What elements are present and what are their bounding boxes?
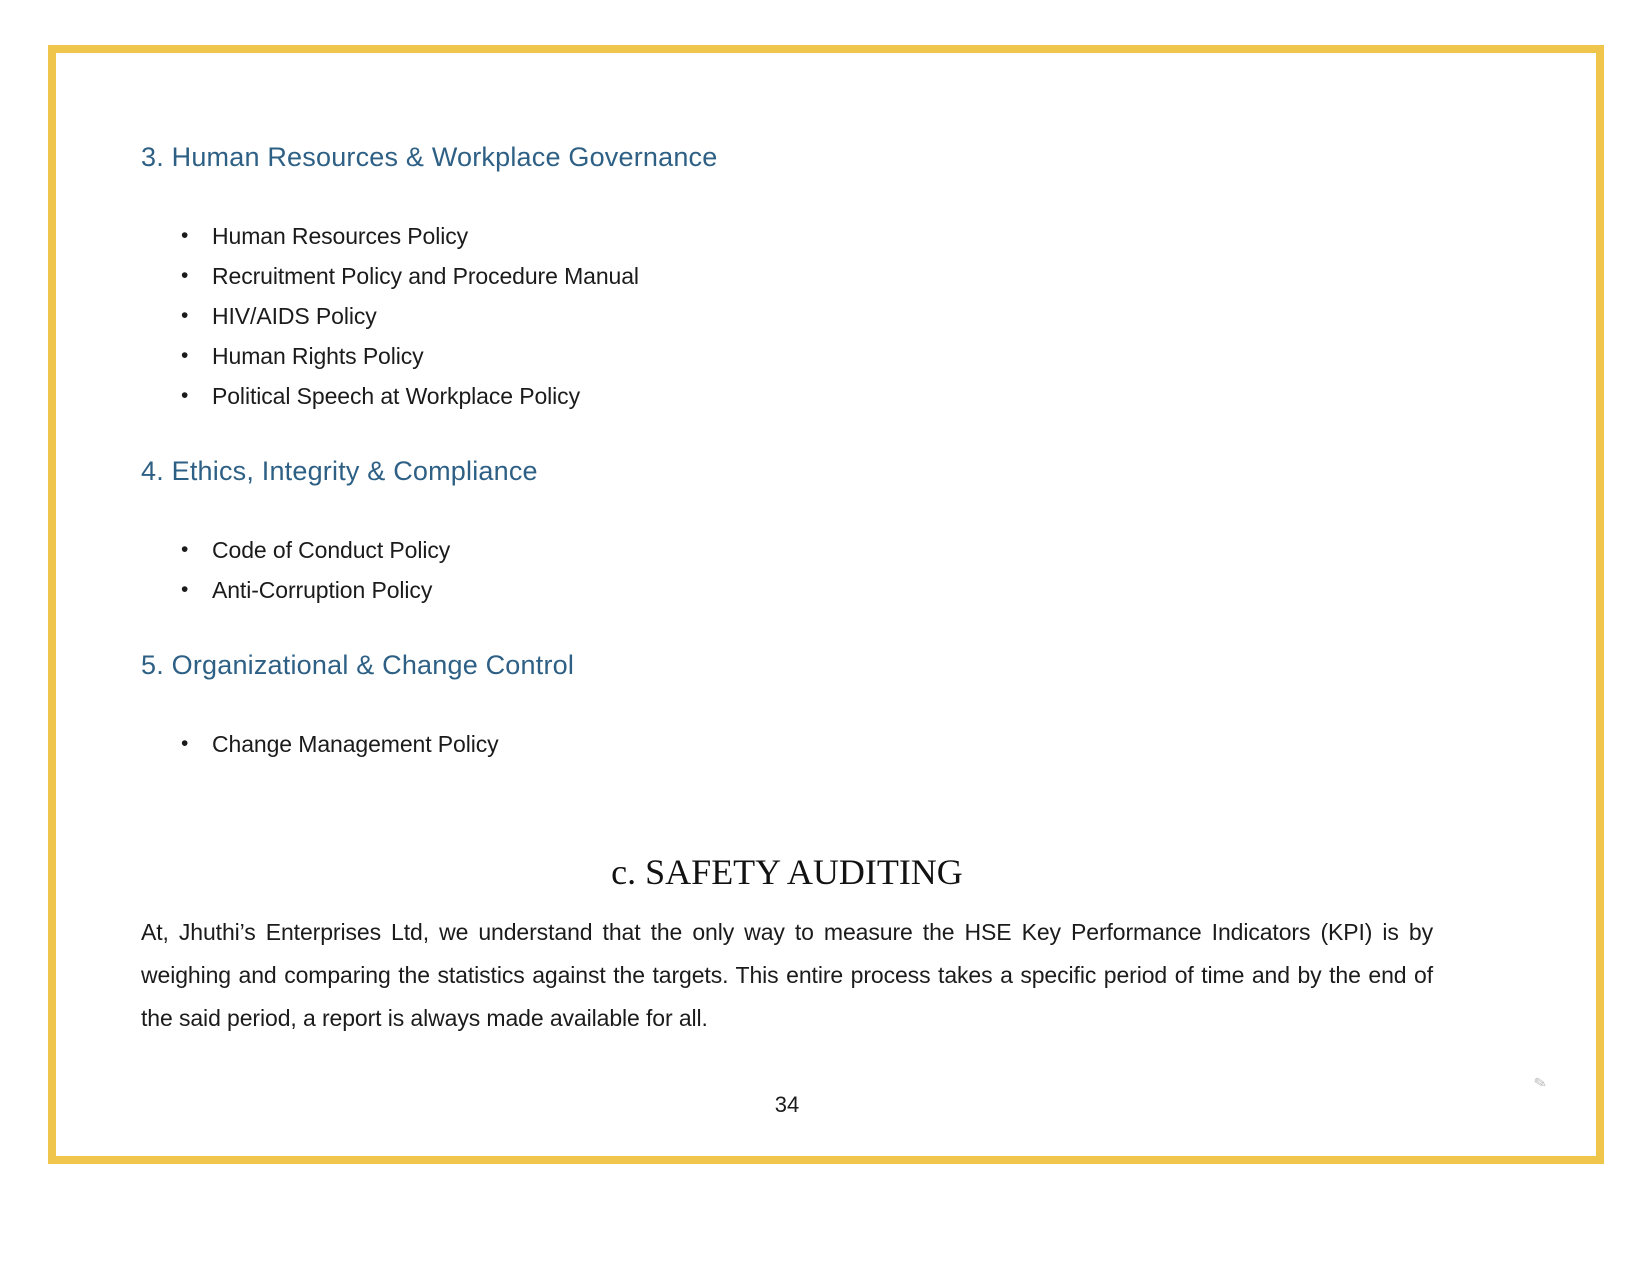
safety-auditing-title: c. SAFETY AUDITING xyxy=(611,852,963,892)
list-item: • HIV/AIDS Policy xyxy=(212,296,1433,336)
list-item: • Recruitment Policy and Procedure Manual xyxy=(212,256,1433,296)
bullet-list-ethics-compliance xyxy=(141,530,1433,610)
list-item: • Human Rights Policy xyxy=(212,336,1433,376)
list-item: • Code of Conduct Policy xyxy=(212,530,1433,570)
section-heading-org-change-control: 5. Organizational & Change Control xyxy=(141,650,575,680)
section-heading-hr-governance: 3. Human Resources & Workplace Governance xyxy=(141,142,718,172)
page-content xyxy=(141,140,1433,1040)
object-anchor-icon: ✎ xyxy=(1532,1073,1549,1094)
bullet-list-hr-governance xyxy=(141,216,1433,416)
list-item: • Anti-Corruption Policy xyxy=(212,570,1433,610)
list-item: • Political Speech at Workplace Policy xyxy=(212,376,1433,416)
section-heading-ethics-compliance: 4. Ethics, Integrity & Compliance xyxy=(141,456,538,486)
bullet-list-org-change-control xyxy=(141,724,1433,764)
list-item: • Change Management Policy xyxy=(212,724,1433,764)
list-item: • Human Resources Policy xyxy=(212,216,1433,256)
page-number: 34 xyxy=(774,1092,800,1117)
safety-auditing-paragraph: At, Jhuthi’s Enterprises Ltd, we understand that the only way to measure the HSE Key Performance Indicators (KPI) is by weighing and comparing the statistics against the targets. This entire process takes a specific period of time and by the end of the said period, a report is always made available for all. xyxy=(141,919,1433,1031)
